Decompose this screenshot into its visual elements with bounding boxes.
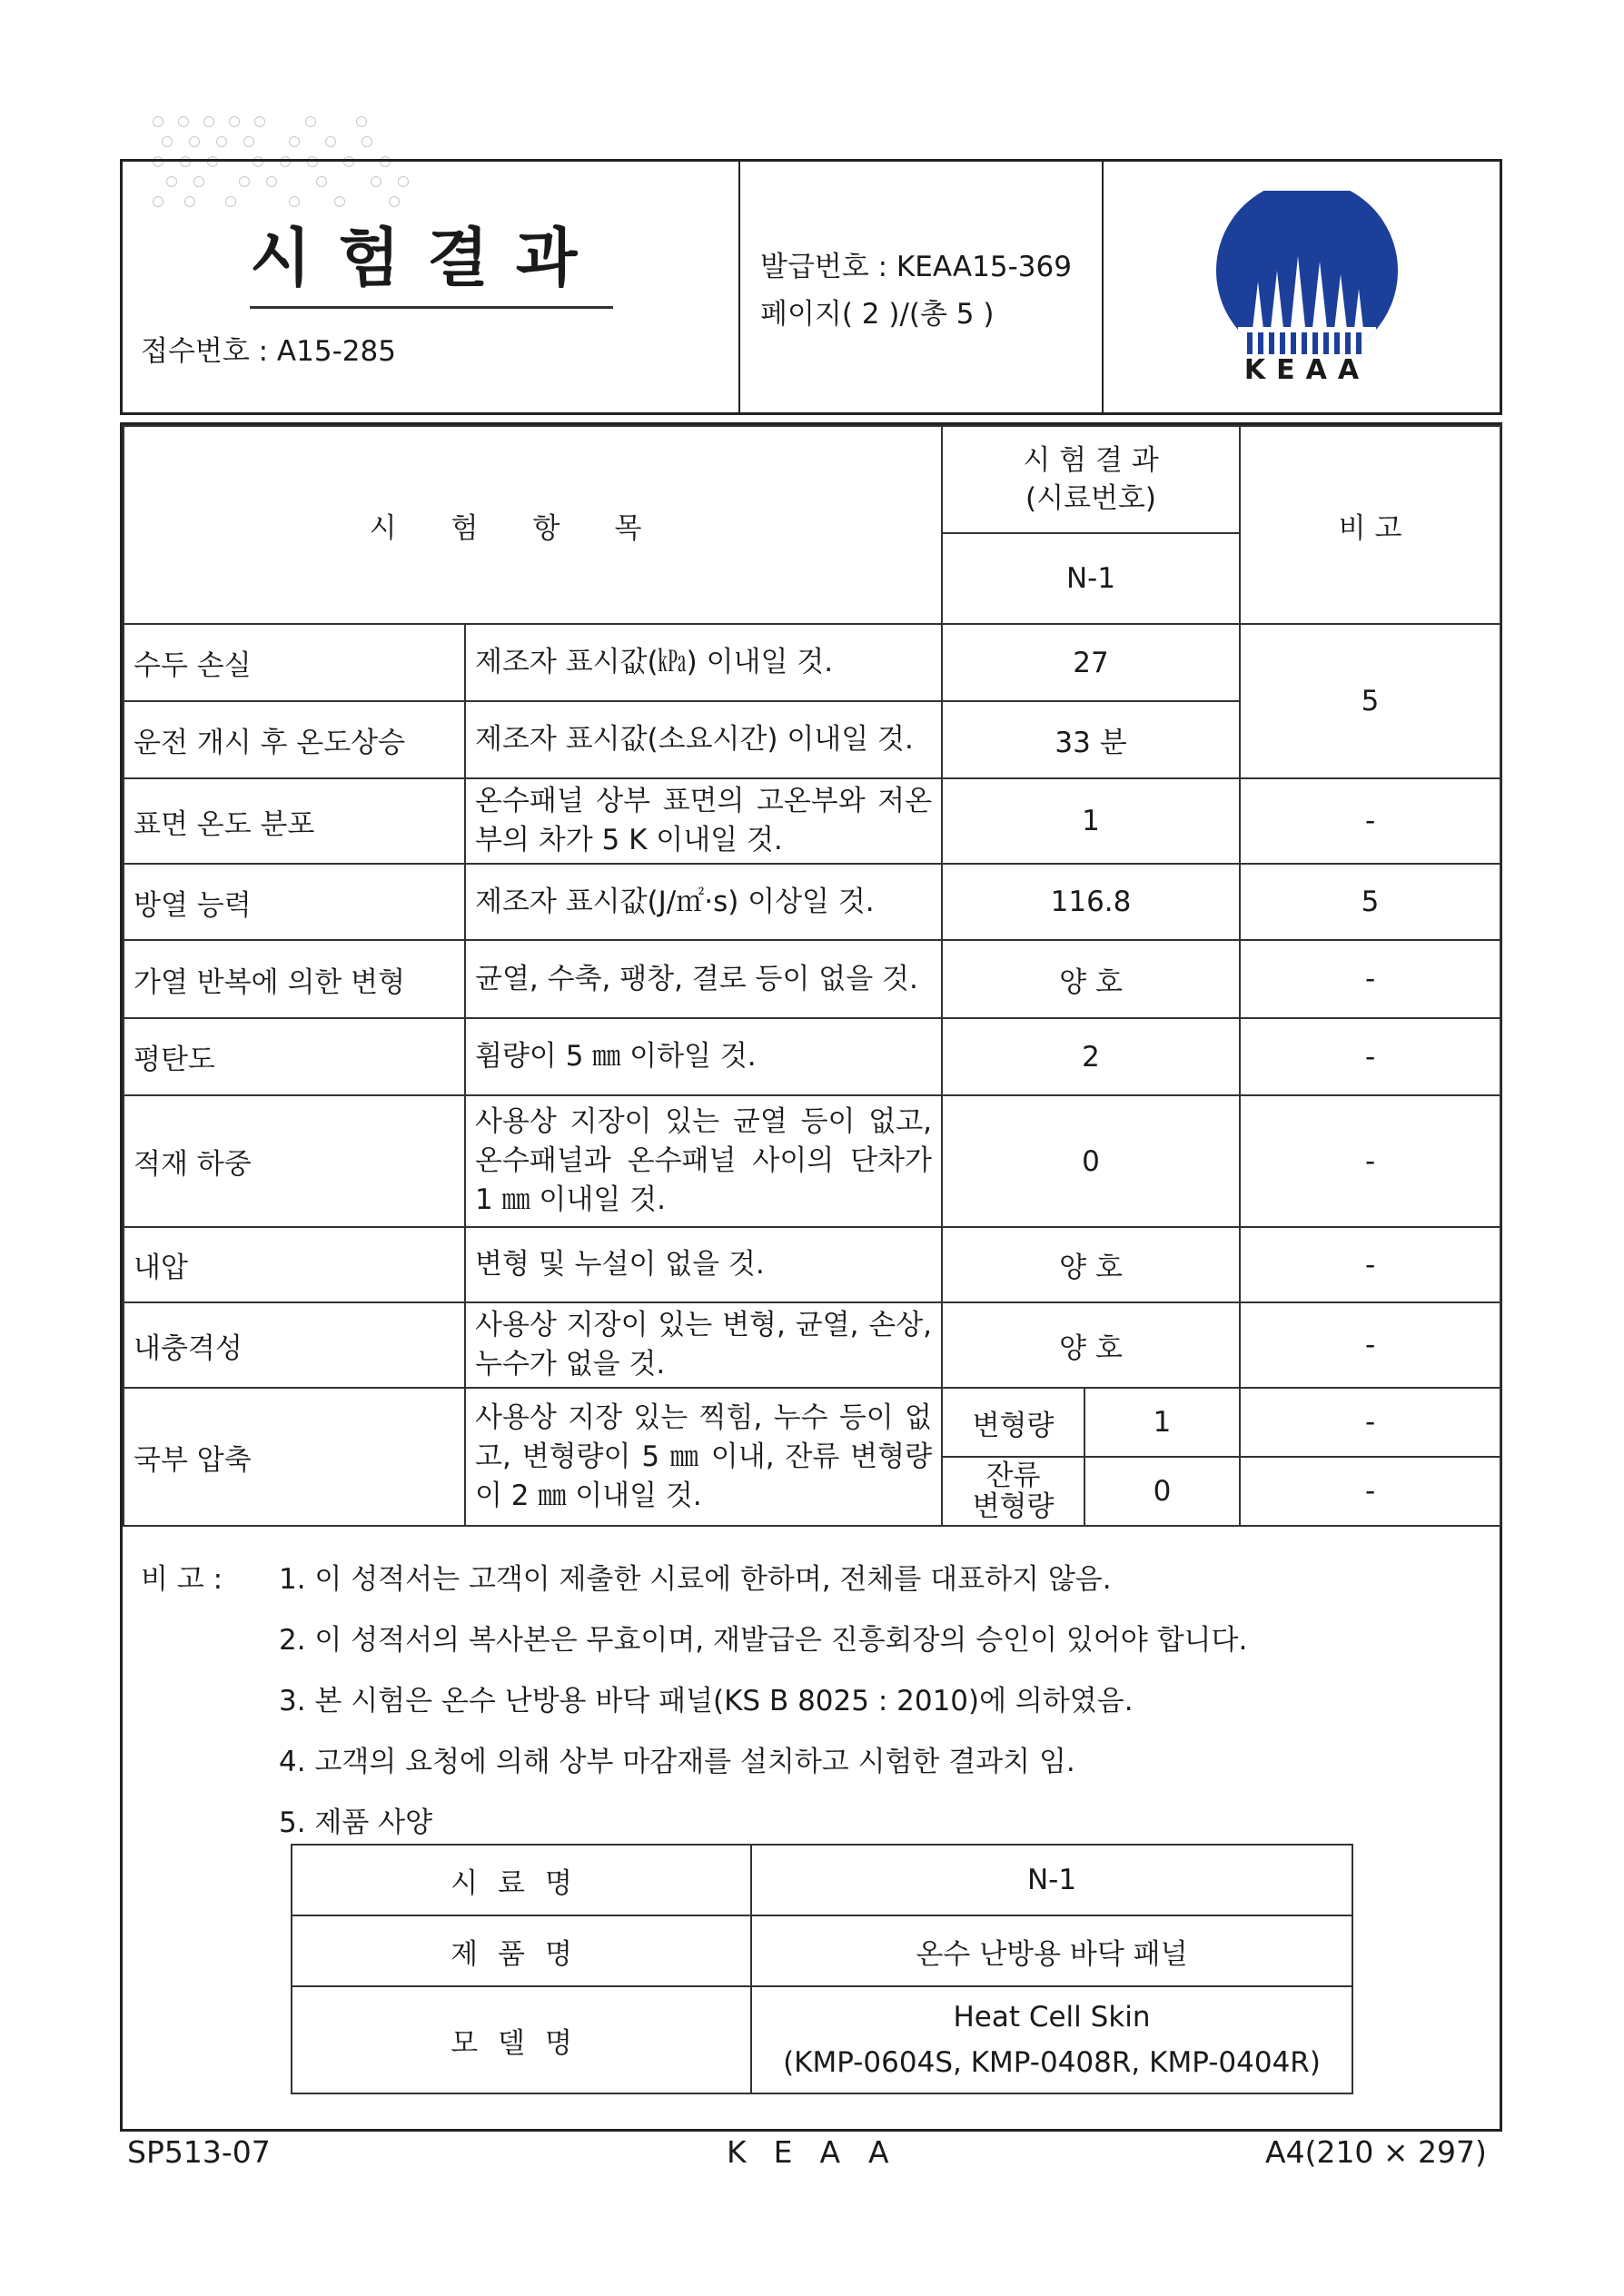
logo-text: KEAA [1243,354,1371,386]
test-remark: - [1240,1457,1500,1526]
test-result: 양 호 [942,1302,1240,1388]
form-code: SP513-07 [127,2134,271,2170]
table-row [124,1388,1500,1457]
test-result: 27 [942,624,1240,701]
test-criterion: 균열, 수축, 팽창, 결로 등이 없을 것. [465,940,942,1018]
watermark-dot [153,116,163,127]
note-line [141,1671,1247,1732]
spec-label: 모델명 [292,1986,751,2093]
note-item: 3. 본 시험은 온수 난방용 바닥 패널(KS B 8025 : 2010)에 의하였음. [279,1685,1134,1717]
test-item: 가열 반복에 의한 변형 [124,940,465,1018]
test-item: 방열 능력 [124,864,465,940]
test-result: 양 호 [942,1227,1240,1302]
test-criterion: 사용상 지장이 있는 균열 등이 없고, 온수패널과 온수패널 사이의 단차가 1 ㎜ 이내일 것. [465,1095,942,1227]
test-result: 33 분 [942,701,1240,778]
header-title-cell [123,162,740,412]
test-remark: - [1240,940,1500,1018]
test-criterion: 제조자 표시값(J/㎡·s) 이상일 것. [465,864,942,940]
page-number: 페이지( 2 )/(총 5 ) [760,298,995,331]
test-remark: - [1240,1018,1500,1095]
spec-label: 시료명 [292,1845,751,1915]
watermark-dot [254,116,265,127]
header-logo-cell [1104,162,1500,412]
table-row [292,1915,1352,1986]
watermark-dot [216,136,227,147]
report-body [120,422,1502,2132]
test-criterion: 온수패널 상부 표면의 고온부와 저온부의 차가 5 K 이내일 것. [465,778,942,864]
keaa-logo [1211,191,1403,391]
test-result: 2 [942,1018,1240,1095]
test-criterion: 사용상 지장 있는 찍힘, 누수 등이 없고, 변형량이 5 ㎜ 이내, 잔류 변형량이 2 ㎜ 이내일 것. [465,1388,942,1526]
table-row [124,624,1500,701]
test-result: 양 호 [942,940,1240,1018]
sub-label-deformation: 변형량 [942,1388,1084,1457]
product-spec-table [291,1844,1353,2094]
note-item: 5. 제품 사양 [279,1806,433,1839]
spec-value: 온수 난방용 바닥 패널 [751,1915,1352,1986]
test-item: 표면 온도 분포 [124,778,465,864]
table-row [124,940,1500,1018]
test-result: 0 [942,1095,1240,1227]
results-table [123,425,1501,1527]
receipt-number: 접수번호 : A15-285 [141,335,396,368]
header-issue-cell [740,162,1104,412]
test-result: 1 [1084,1388,1240,1457]
paper-size: A4(210 × 297) [1265,2134,1487,2170]
table-row [124,1227,1500,1302]
note-line [141,1610,1247,1671]
watermark-dot [162,136,173,147]
table-row [124,864,1500,940]
test-remark: - [1240,1388,1500,1457]
watermark-dot [203,116,214,127]
test-item: 운전 개시 후 온도상승 [124,701,465,778]
test-item: 적재 하중 [124,1095,465,1227]
test-remark: 5 [1240,624,1500,778]
watermark-dot [189,136,200,147]
footer-org: KEAA [727,2134,916,2170]
test-criterion: 변형 및 누설이 없을 것. [465,1227,942,1302]
watermark-dot [229,116,240,127]
spec-label: 제품명 [292,1915,751,1986]
report-header [120,159,1502,415]
test-remark: - [1240,1227,1500,1302]
test-criterion: 제조자 표시값(소요시간) 이내일 것. [465,701,942,778]
table-row [124,1018,1500,1095]
issue-number: 발급번호 : KEAA15-369 [760,251,1072,283]
notes-label: 비 고 : [141,1563,223,1596]
remarks-notes [141,1549,1247,1854]
watermark-dot [305,116,316,127]
test-result: 0 [1084,1457,1240,1526]
spec-value: N-1 [751,1845,1352,1915]
test-item: 내압 [124,1227,465,1302]
header-result: 시 험 결 과 (시료번호) [942,426,1240,533]
sub-label-residual-deformation: 잔류 변형량 [942,1457,1084,1526]
keaa-logo-icon [1211,191,1403,354]
test-result: 1 [942,778,1240,864]
test-criterion: 휨량이 5 ㎜ 이하일 것. [465,1018,942,1095]
table-row [124,778,1500,864]
table-row [292,1845,1352,1915]
table-row [124,1302,1500,1388]
watermark-dot [178,116,189,127]
note-line [141,1732,1247,1793]
header-remark: 비 고 [1240,426,1500,624]
test-result: 116.8 [942,864,1240,940]
test-item: 평탄도 [124,1018,465,1095]
table-row [124,1095,1500,1227]
note-line [141,1549,1247,1610]
watermark-dot [356,116,367,127]
test-item: 국부 압축 [124,1388,465,1526]
watermark-dot [361,136,372,147]
test-item: 내충격성 [124,1302,465,1388]
document-title: 시험결과 [250,207,613,309]
test-remark: 5 [1240,864,1500,940]
note-item: 4. 고객의 요청에 의해 상부 마감재를 설치하고 시험한 결과치 임. [279,1746,1075,1778]
test-item: 수두 손실 [124,624,465,701]
table-row [292,1986,1352,2093]
spec-value: Heat Cell Skin (KMP-0604S, KMP-0408R, KMP-0404R) [751,1986,1352,2093]
test-criterion: 사용상 지장이 있는 변형, 균열, 손상, 누수가 없을 것. [465,1302,942,1388]
test-remark: - [1240,778,1500,864]
note-item: 2. 이 성적서의 복사본은 무효이며, 재발급은 진흥회장의 승인이 있어야 합니다. [279,1624,1248,1657]
test-remark: - [1240,1095,1500,1227]
test-criterion: 제조자 표시값(㎪) 이내일 것. [465,624,942,701]
note-item: 1. 이 성적서는 고객이 제출한 시료에 한하며, 전체를 대표하지 않음. [279,1563,1112,1596]
test-remark: - [1240,1302,1500,1388]
header-test-item: 시험항목 [124,426,942,624]
watermark-dot [325,136,336,147]
header-sample-id: N-1 [942,533,1240,624]
watermark-dot [289,136,300,147]
watermark-dot [243,136,254,147]
